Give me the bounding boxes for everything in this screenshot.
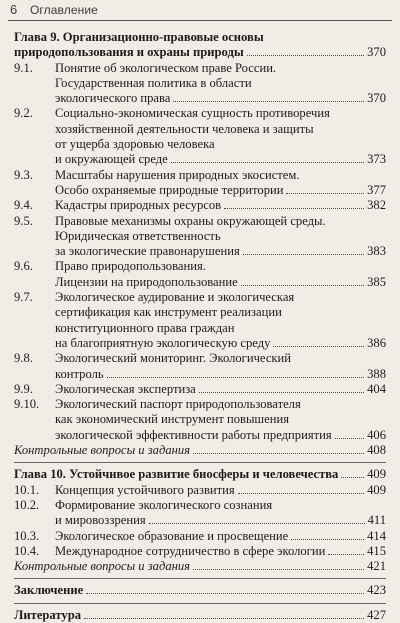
chapter-9-page: 370	[367, 45, 386, 60]
dot-leader	[224, 208, 364, 209]
dot-leader	[171, 162, 364, 163]
toc-entry[interactable]	[14, 259, 386, 290]
section-title: Экологическое образование и просвещение	[55, 528, 289, 543]
section-title: Экологическое аудирование и экологическая	[55, 290, 295, 305]
toc-entry-line	[14, 367, 386, 382]
section-title: как экономический инструмент повышения	[55, 412, 289, 427]
dot-leader	[341, 477, 364, 478]
toc-entry-line	[14, 198, 386, 213]
dot-leader	[107, 377, 364, 378]
toc-entry-line	[14, 183, 386, 198]
toc-entry[interactable]	[14, 382, 386, 397]
section-title: Экологический мониторинг. Экологический	[55, 351, 292, 366]
toc-entry-line	[14, 61, 386, 76]
toc-entry[interactable]	[14, 397, 386, 443]
section-title: Государственная политика в области	[55, 75, 252, 90]
dot-leader	[193, 453, 364, 454]
toc-entry[interactable]	[14, 498, 386, 529]
section-page: 385	[367, 274, 386, 289]
section-number: 10.4.	[14, 543, 40, 558]
section-title: конституционного права граждан	[55, 320, 235, 335]
section-title: контроль	[55, 366, 104, 381]
section-page: 382	[367, 198, 386, 213]
toc-entry-line	[14, 152, 386, 167]
section-title: Кадастры природных ресурсов	[55, 198, 222, 213]
dot-leader	[149, 523, 365, 524]
dot-leader	[193, 569, 364, 570]
section-title: Социально-экономическая сущность противоречия	[55, 106, 330, 121]
toc-entry-line	[14, 544, 386, 559]
section-number: 10.3.	[14, 528, 40, 543]
dot-leader	[335, 438, 364, 439]
toc-entry-line	[14, 91, 386, 106]
toc-entry[interactable]	[14, 544, 386, 559]
chapter-10-title[interactable]: Глава 10. Устойчивое развитие биосферы и человечества 409	[14, 467, 386, 482]
toc-entry-line	[14, 321, 386, 336]
dot-leader	[273, 346, 364, 347]
section-page: 414	[367, 528, 386, 543]
section-page: 415	[367, 543, 386, 558]
section-number: 9.8.	[14, 351, 33, 366]
section-number: 9.6.	[14, 259, 33, 274]
section-number: 9.3.	[14, 167, 33, 182]
toc-entry-line	[14, 214, 386, 229]
section-number: 9.4.	[14, 198, 33, 213]
section-title: Международное сотрудничество в сфере экологии	[55, 543, 326, 558]
toc-entry-line	[14, 275, 386, 290]
section-title: экологической эффективности работы предприятия	[55, 427, 332, 442]
section-number: 9.9.	[14, 381, 33, 396]
section-page: 411	[367, 513, 386, 528]
dot-leader	[173, 101, 364, 102]
toc-entry[interactable]	[14, 168, 386, 199]
toc-entry[interactable]	[14, 529, 386, 544]
section-title: Понятие об экологическом праве России.	[55, 60, 277, 75]
toc-entry-line	[14, 529, 386, 544]
dot-leader	[328, 554, 364, 555]
toc-entry-line	[14, 382, 386, 397]
section-page: 406	[367, 427, 386, 442]
section-page: 388	[367, 366, 386, 381]
chapter-9-sections	[14, 61, 386, 443]
section-page: 377	[367, 182, 386, 197]
toc-entry-line	[14, 397, 386, 412]
section-number: 10.1.	[14, 482, 40, 497]
section-title: Экологический паспорт природопользователя	[55, 397, 301, 412]
toc-entry-line	[14, 244, 386, 259]
toc-entry[interactable]	[14, 198, 386, 213]
dot-leader	[238, 493, 364, 494]
dot-leader	[291, 539, 364, 540]
toc-entry-line	[14, 106, 386, 121]
literature-entry[interactable]: Литература 427	[14, 607, 386, 622]
section-number: 9.10.	[14, 397, 40, 412]
chapter-10-sections	[14, 483, 386, 559]
chapter-9-title-line-1[interactable]: Глава 9. Организационно-правовые основы	[14, 30, 264, 44]
toc-entry-line	[14, 168, 386, 183]
toc-entry-line	[14, 290, 386, 305]
section-title: экологического права	[55, 91, 171, 106]
section-title: сертификация как инструмент реализации	[55, 305, 282, 320]
running-header	[8, 0, 392, 21]
toc-entry[interactable]	[14, 351, 386, 382]
section-title: Формирование экологического сознания	[55, 497, 273, 512]
toc-entry-line	[14, 137, 386, 152]
section-number: 10.2.	[14, 497, 40, 512]
toc-entry-line	[14, 513, 386, 528]
dot-leader	[199, 392, 364, 393]
toc-entry-line	[14, 305, 386, 320]
section-title: и мировоззрения	[55, 513, 146, 528]
running-header-title: Оглавление	[30, 3, 98, 17]
section-page: 409	[367, 482, 386, 497]
toc-entry-line	[14, 428, 386, 443]
section-number: 9.2.	[14, 106, 33, 121]
section-number: 9.1.	[14, 60, 33, 75]
section-title: Экологическая экспертиза	[55, 381, 196, 396]
section-title: Лицензии на природопользование	[55, 274, 238, 289]
dot-leader	[286, 193, 364, 194]
dot-leader	[84, 618, 364, 619]
toc-entry[interactable]	[14, 290, 386, 351]
toc-entry-line	[14, 259, 386, 274]
section-title: Юридическая ответственность	[55, 228, 221, 243]
divider	[14, 603, 386, 604]
chapter-10-questions[interactable]: Контрольные вопросы и задания 421	[14, 559, 386, 574]
chapter-10-page: 409	[367, 467, 386, 482]
section-page: 404	[367, 381, 386, 396]
section-page: 386	[367, 335, 386, 350]
toc-entry[interactable]	[14, 214, 386, 260]
section-title: от ущерба здоровью человека	[55, 137, 215, 152]
toc-entry-line	[14, 351, 386, 366]
section-title: за экологические правонарушения	[55, 244, 240, 259]
page-number: 6	[10, 2, 18, 17]
section-page: 370	[367, 91, 386, 106]
toc-entry[interactable]	[14, 106, 386, 167]
conclusion-entry[interactable]: Заключение 423	[14, 583, 386, 598]
section-title: и окружающей среде	[55, 152, 168, 167]
section-title: Особо охраняемые природные территории	[55, 182, 284, 197]
divider	[14, 578, 386, 579]
chapter-9-title-line-2[interactable]: природопользования и охраны природы 370	[14, 45, 386, 60]
table-of-contents	[14, 30, 386, 623]
section-number: 9.5.	[14, 213, 33, 228]
toc-entry-line	[14, 122, 386, 137]
toc-entry-line	[14, 412, 386, 427]
section-title: на благоприятную экологическую среду	[55, 335, 271, 350]
toc-entry[interactable]	[14, 483, 386, 498]
dot-leader	[241, 285, 364, 286]
section-title: Правовые механизмы охраны окружающей среды.	[55, 213, 326, 228]
section-number: 9.7.	[14, 290, 33, 305]
section-page: 373	[367, 152, 386, 167]
dot-leader	[243, 254, 364, 255]
section-title: Концепция устойчивого развития	[55, 482, 235, 497]
toc-entry-line	[14, 483, 386, 498]
chapter-9-questions[interactable]: Контрольные вопросы и задания 408	[14, 443, 386, 458]
toc-entry-line	[14, 76, 386, 91]
section-title: Право природопользования.	[55, 259, 206, 274]
toc-entry-line	[14, 229, 386, 244]
section-title: Масштабы нарушения природных экосистем.	[55, 167, 300, 182]
toc-entry-line	[14, 498, 386, 513]
dot-leader	[86, 593, 364, 594]
dot-leader	[247, 55, 364, 56]
toc-entry[interactable]	[14, 61, 386, 107]
toc-entry-line	[14, 336, 386, 351]
section-page: 383	[367, 244, 386, 259]
section-title: хозяйственной деятельности человека и защиты	[55, 121, 314, 136]
divider	[14, 462, 386, 463]
